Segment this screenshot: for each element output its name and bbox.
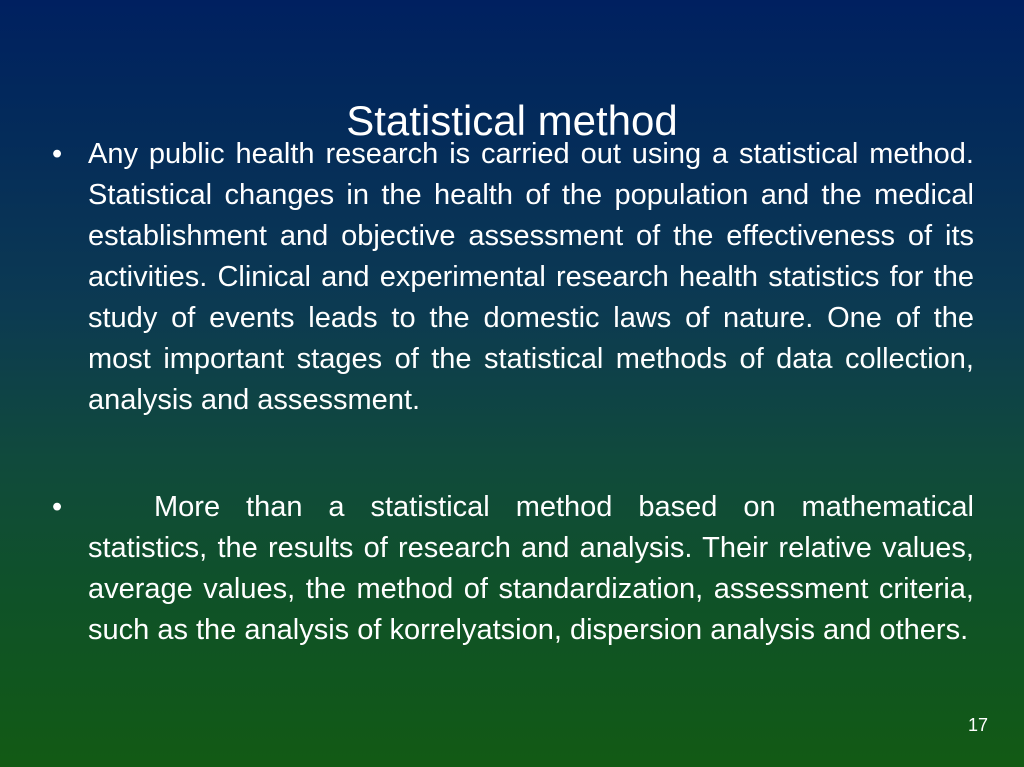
bullet-item: [52, 487, 974, 651]
bullet-text: Any public health research is carried out using a statistical method. Statistical changes in the health of the population and the medical establishment and objective assessment of the effectiveness of its activities. Clinical and experimental research health statistics for the study of events leads to the domestic laws of nature. One of the most important stages of the statistical methods of data collection, analysis and assessment.: [88, 138, 974, 416]
bullet-item: [52, 134, 974, 421]
bullet-dot-icon: •: [52, 138, 63, 170]
bullet-text: More than a statistical method based on mathematical statistics, the results of research and analysis. Their relative values, average values, the method of standardization, assessment criteria, such as the analysis of korrelyatsion, dispersion analysis and others.: [88, 491, 974, 646]
page-number: 17: [967, 715, 988, 735]
slide-title: Statistical method: [346, 97, 678, 145]
bullet-dot-icon: •: [52, 491, 63, 523]
